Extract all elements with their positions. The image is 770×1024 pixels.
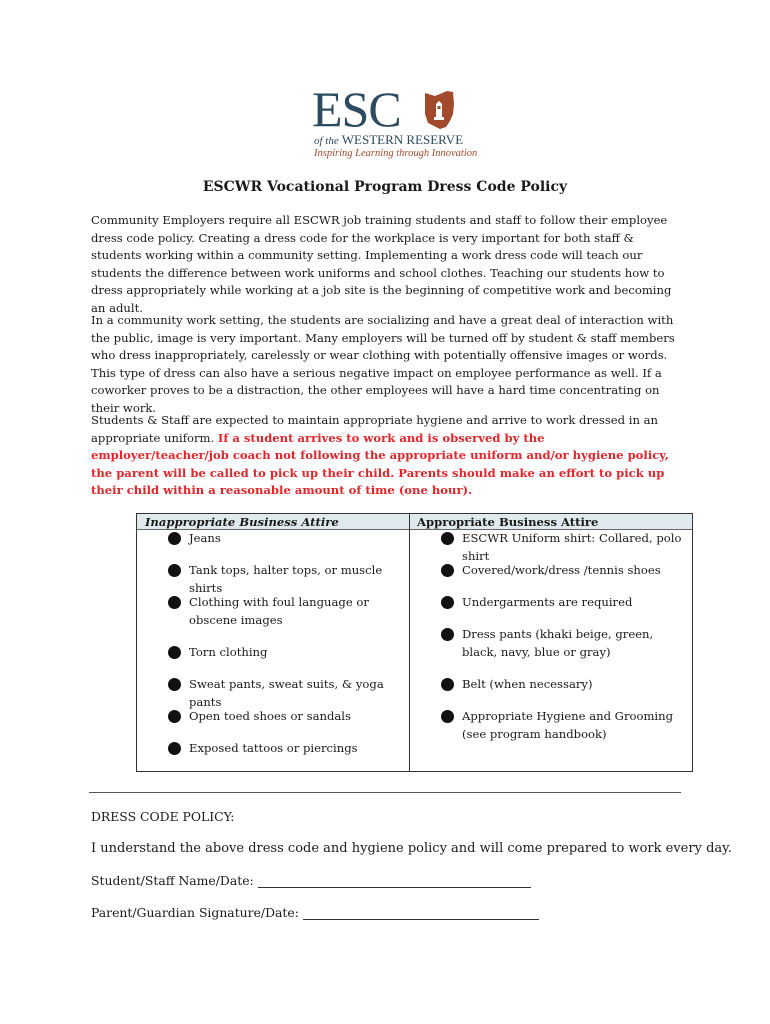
- section-divider: [89, 792, 681, 793]
- logo-subtitle: of the WESTERN RESERVE: [314, 132, 464, 147]
- inappropriate-item: Clothing with foul language or obscene images: [168, 594, 419, 629]
- appropriate-item: Covered/work/dress /tennis shoes: [441, 562, 710, 580]
- policy-heading: DRESS CODE POLICY:: [91, 809, 235, 824]
- appropriate-item: Undergarments are required: [441, 594, 710, 612]
- community-paragraph: In a community work setting, the students are socializing and have a great deal of interaction with the public, image is very important. Many employers will be turned off by student & staff members who dress inappropriately, carelessly or wear clothing with potentially offensive images or words. This type of dress can also have a serious negative impact on employee performance as well. If a coworker proves to be a distraction, the other employees will have a hard time concentrating on their work.: [91, 313, 675, 415]
- appropriate-item: ESCWR Uniform shirt: Collared, polo shirt: [441, 530, 710, 565]
- signature-label: Parent/Guardian Signature/Date:: [91, 905, 299, 920]
- hygiene-paragraph: Students & Staff are expected to maintain appropriate hygiene and arrive to work dressed in an appropriate uniform. If a student arrives to work and is observed by the employer/teacher/job coach not following the appropriate uniform and/or hygiene policy, the parent will be called to pick up their child. Parents should make an effort to pick up their child within a reasonable amount of time (one hour).: [91, 413, 669, 498]
- appropriate-item: Appropriate Hygiene and Grooming (see program handbook): [441, 708, 692, 743]
- inappropriate-item: Sweat pants, sweat suits, & yoga pants: [168, 676, 419, 711]
- ohio-state-icon: [422, 90, 456, 130]
- signature-field[interactable]: [303, 907, 539, 920]
- signature-row: [91, 905, 539, 920]
- inappropriate-item: Open toed shoes or sandals: [168, 708, 419, 726]
- name-date-field[interactable]: [258, 875, 531, 888]
- appropriate-item: Dress pants (khaki beige, green, black, navy, blue or gray): [441, 626, 682, 661]
- appropriate-item: Belt (when necessary): [441, 676, 710, 694]
- logo-initials: ESC: [312, 81, 401, 137]
- inappropriate-item: Tank tops, halter tops, or muscle shirts: [168, 562, 419, 597]
- name-date-label: Student/Staff Name/Date:: [91, 873, 254, 888]
- inappropriate-item: Exposed tattoos or piercings: [168, 740, 419, 758]
- column-divider: [409, 514, 410, 771]
- policy-warning: If a student arrives to work and is observed by the employer/teacher/job coach not following the appropriate uniform and/or hygiene policy, the parent will be called to pick up their child. Parents should make an effort to pick up their child within a reasonable amount of time (one hour).: [91, 430, 669, 498]
- attire-table: [136, 513, 693, 772]
- esc-logo: [312, 81, 478, 164]
- policy-statement: I understand the above dress code and hygiene policy and will come prepared to work every day.: [91, 841, 732, 856]
- name-date-row: [91, 873, 531, 888]
- appropriate-header: Appropriate Business Attire: [417, 515, 599, 529]
- inappropriate-header: Inappropriate Business Attire: [145, 515, 339, 529]
- inappropriate-item: Torn clothing: [168, 644, 419, 662]
- logo-tagline: Inspiring Learning through Innovation: [314, 148, 478, 159]
- inappropriate-item: Jeans: [168, 530, 419, 548]
- intro-paragraph: Community Employers require all ESCWR job training students and staff to follow their employee dress code policy. Creating a dress code for the workplace is very important for both staff & students working within a community setting. Implementing a work dress code will teach our students the difference between work uniforms and school clothes. Teaching our students how to dress appropriately while working at a job site is the beginning of competitive work and becoming an adult.: [91, 213, 672, 315]
- page-title: ESCWR Vocational Program Dress Code Policy: [202, 179, 568, 195]
